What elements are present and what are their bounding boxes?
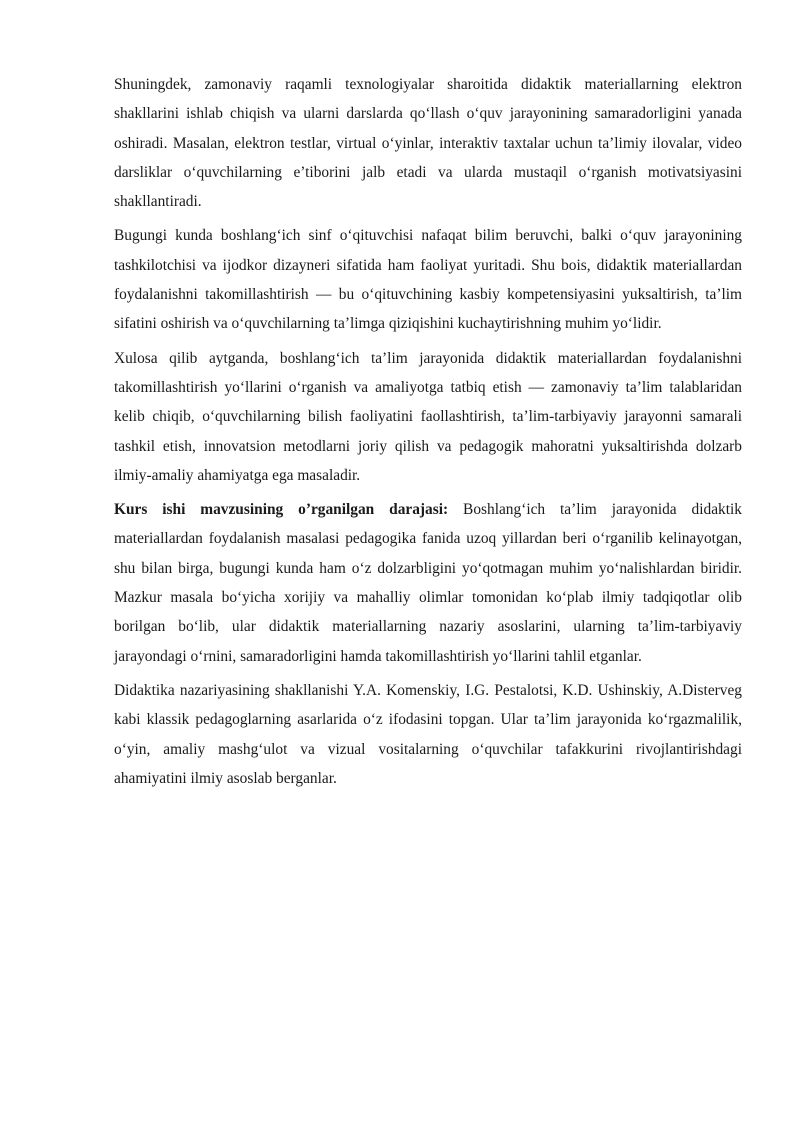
paragraph-didactics-theory xyxy=(114,676,742,793)
paragraph-text: Boshlang‘ich ta’lim jarayonida didaktik materiallardan foydalanish masalasi pedagogika fanida uzoq yillardan beri o‘rganilib kelinayotgan, shu bilan birga, bugungi kunda ham o‘z dolzarbligini yo‘qotmagan muhim yo‘nalishlardan biridir. Mazkur masala bo‘yicha xorijiy va mahalliy olimlar tomonidan ko‘plab ilmiy tadqiqotlar olib borilgan bo‘lib, ular didaktik materiallarning nazariy asoslarini, ularning ta’lim-tarbiyaviy jarayondagi o‘rnini, samaradorligini hamda takomillashtirish yo‘llarini tahlil etganlar. xyxy=(114,501,742,665)
paragraph-digital-materials xyxy=(114,70,742,216)
paragraph-conclusion xyxy=(114,344,742,490)
paragraph-text: Bugungi kunda boshlang‘ich sinf o‘qituvchisi nafaqat bilim beruvchi, balki o‘quv jarayonining tashkilotchisi va ijodkor dizayneri sifatida ham faoliyat yuritadi. Shu bois, didaktik materiallardan foydalanishni takomillashtirish — bu o‘qituvchining kasbiy kompetensiyasini yuksaltirish, ta’lim sifatini oshirish va o‘quvchilarning ta’limga qiziqishini kuchaytirishning muhim yo‘lidir. xyxy=(114,227,742,333)
paragraph-text: Shuningdek, zamonaviy raqamli texnologiyalar sharoitida didaktik materiallarning elektron shakllarini ishlab chiqish va ularni darslarda qo‘llash o‘quv jarayonining samaradorligini yanada oshiradi. Masalan, elektron testlar, virtual o‘yinlar, interaktiv taxtalar uchun ta’limiy ilovalar, video darsliklar o‘quvchilarning e’tiborini jalb etadi va ularda mustaqil o‘rganish motivatsiyasini shakllantiradi. xyxy=(114,76,742,211)
paragraph-text: Xulosa qilib aytganda, boshlang‘ich ta’lim jarayonida didaktik materiallardan foydalanishni takomillashtirish yo‘llarini o‘rganish va amaliyotga tatbiq etish — zamonaviy ta’lim talablaridan kelib chiqib, o‘quvchilarning bilish faoliyatini faollashtirish, ta’lim-tarbiyaviy jarayonni samarali tashkil etish, innovatsion metodlarni joriy qilish va pedagogik mahoratni yuksaltirishda dolzarb ilmiy-amaliy ahamiyatga ega masaladir. xyxy=(114,349,742,484)
paragraph-text: Didaktika nazariyasining shakllanishi Y.A. Komenskiy, I.G. Pestalotsi, K.D. Ushinskiy, A.Disterveg kabi klassik pedagoglarning asarlarida o‘z ifodasini topgan. Ular ta’lim jarayonida ko‘rgazmalilik, o‘yin, amaliy mashg‘ulot va vizual vositalarning o‘quvchilar tafakkurini rivojlantirishdagi ahamiyatini ilmiy asoslab berganlar. xyxy=(114,681,742,787)
paragraph-research-level xyxy=(114,495,742,671)
document-page xyxy=(114,70,742,798)
section-lead-heading: Kurs ishi mavzusining o’rganilgan darajasi: xyxy=(114,501,449,519)
paragraph-teacher-role xyxy=(114,221,742,338)
